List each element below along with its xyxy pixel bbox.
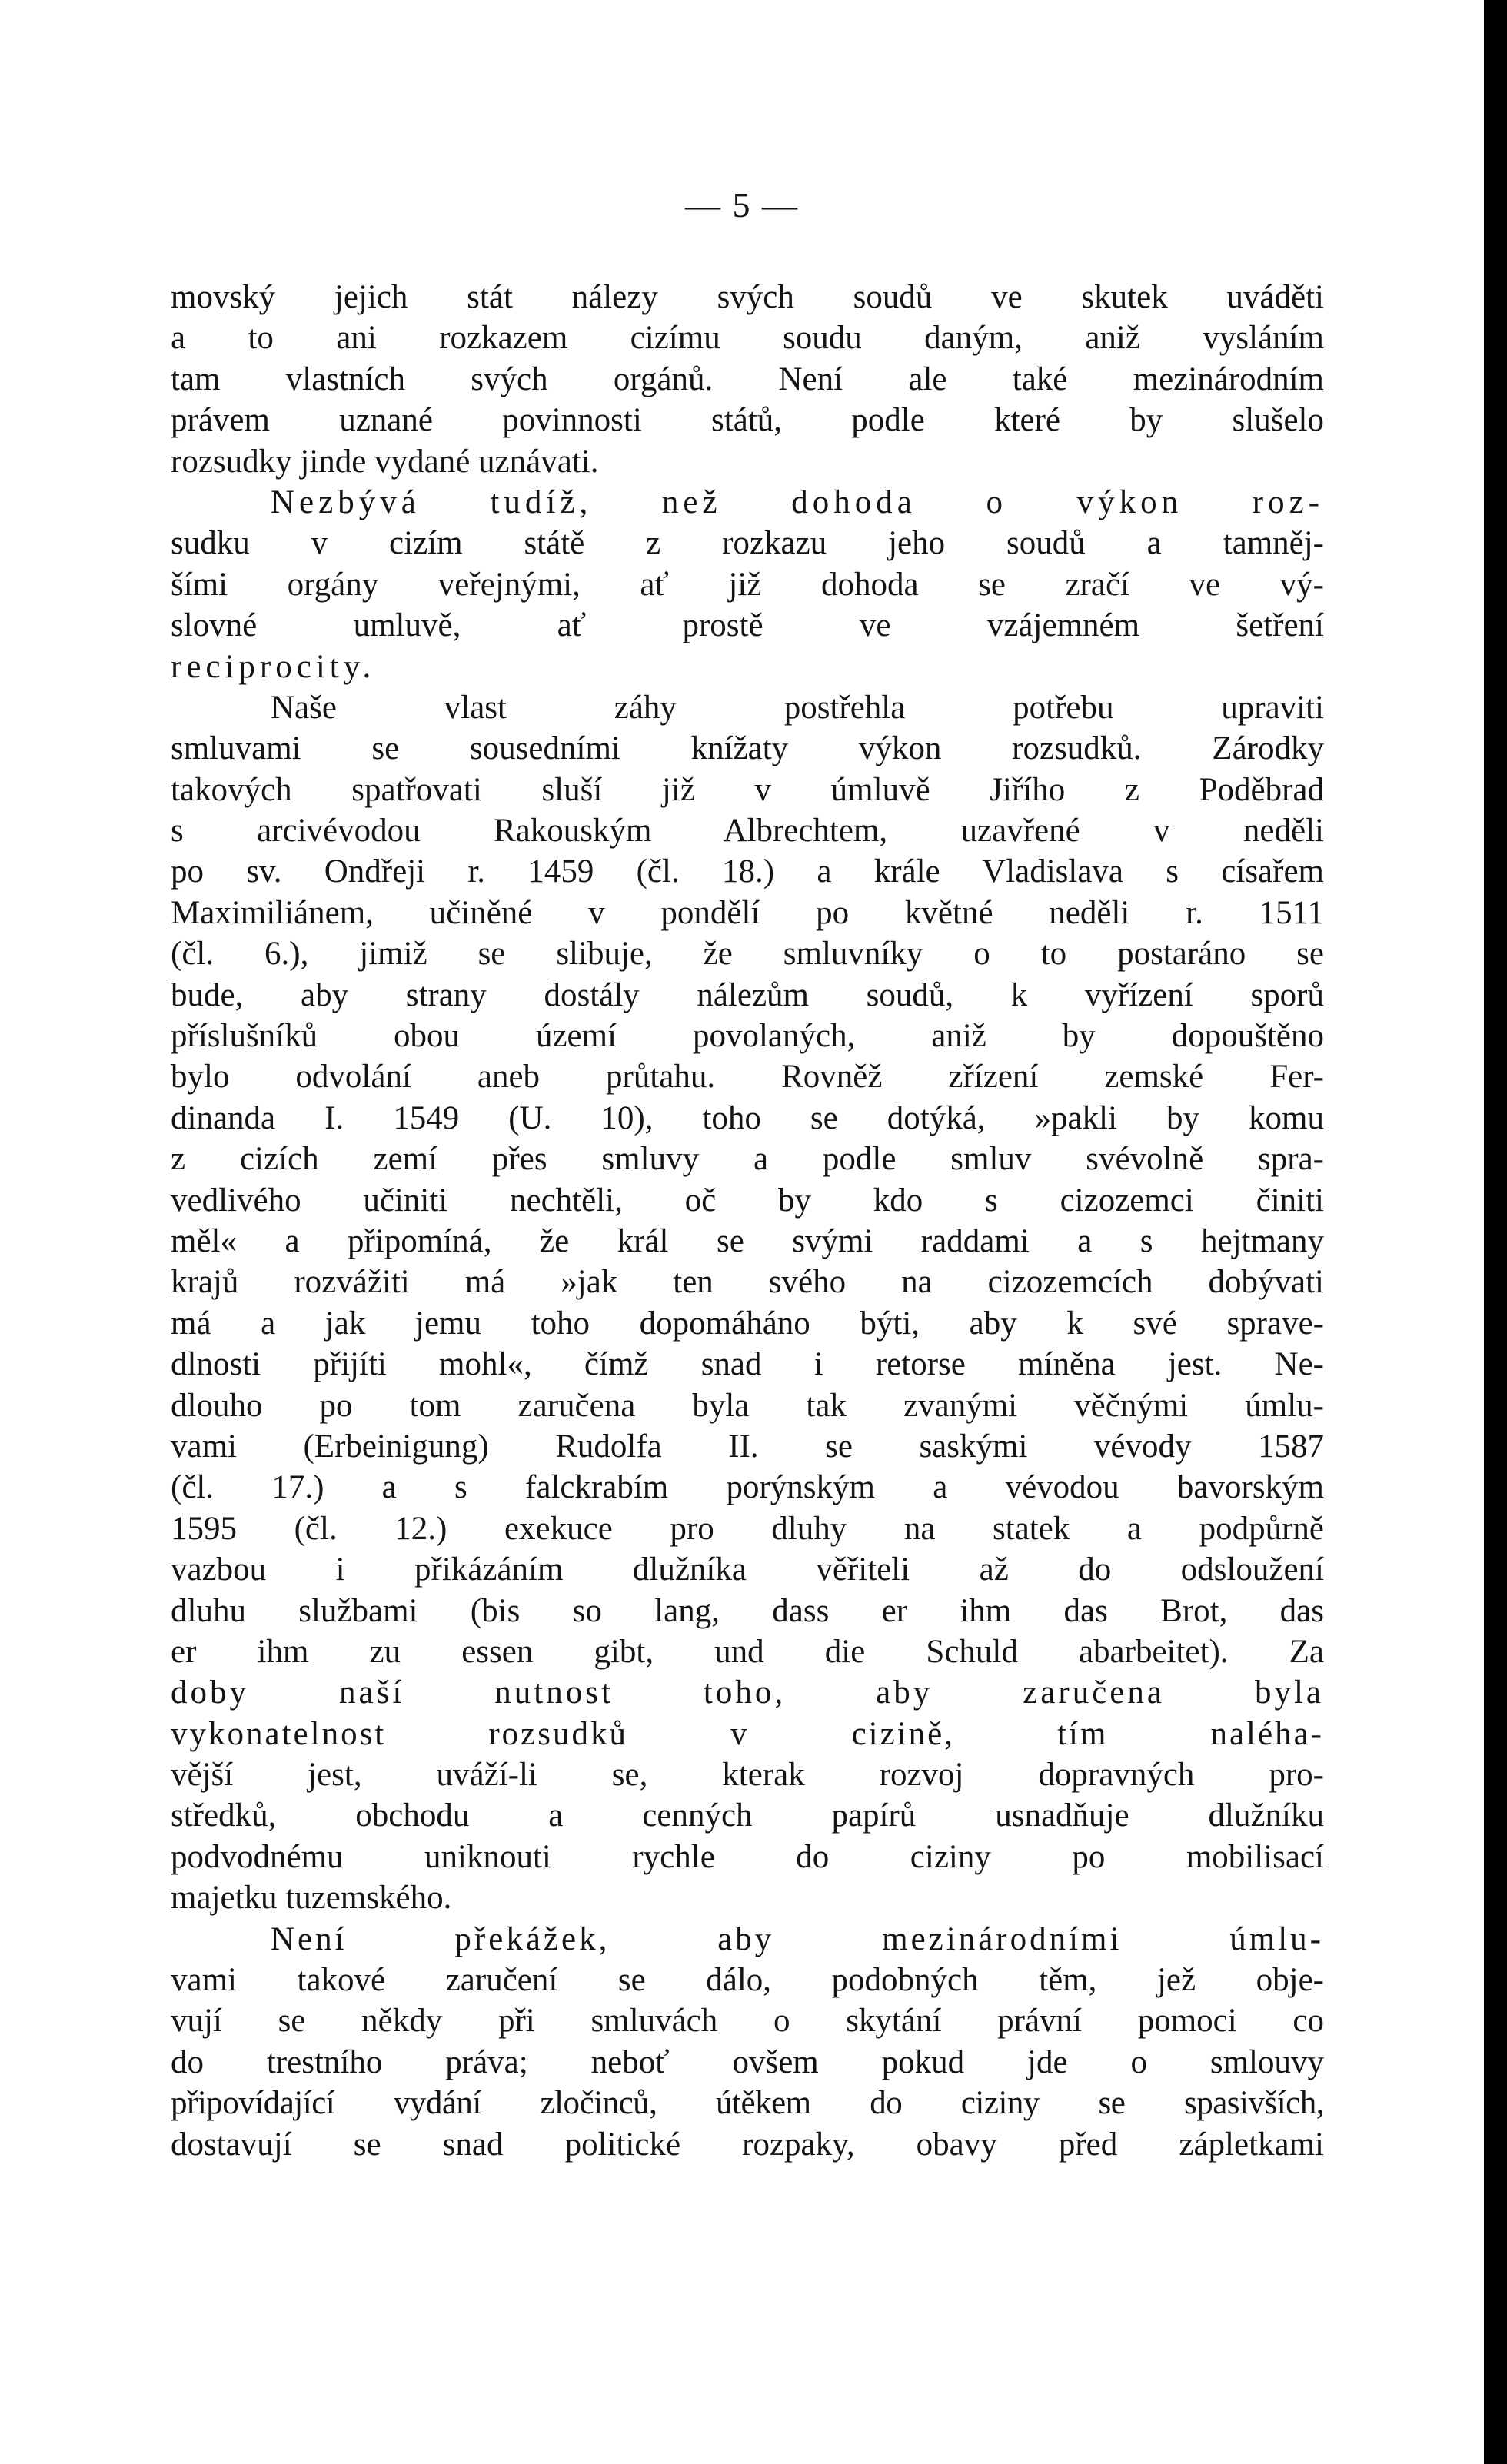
text-line: reciprocity. <box>171 648 376 685</box>
text-line: šími orgány veřejnými, ať již dohoda se zračí ve vý- <box>171 566 1324 603</box>
text-line: er ihm zu essen gibt, und die Schuld abarbeitet). Za <box>171 1633 1324 1670</box>
text-line: 1595 (čl. 12.) exekuce pro dluhy na statek a podpůrně <box>171 1510 1324 1547</box>
text-line: dlnosti přijíti mohl«, čímž snad i retorse míněna jest. Ne- <box>171 1346 1324 1383</box>
text-line: movský jejich stát nálezy svých soudů ve skutek uváděti <box>171 279 1324 315</box>
text-line: dinanda I. 1549 (U. 10), toho se dotýká, »pakli by komu <box>171 1099 1324 1136</box>
text-line: vykonatelnost rozsudků v cizině, tím naléha- <box>171 1715 1324 1752</box>
text-line: vami takové zaručení se dálo, podobných těm, jež obje- <box>171 1962 1324 1999</box>
text-line: příslušníků obou území povolaných, aniž by dopouštěno <box>171 1018 1324 1055</box>
text-line: dluhu službami (bis so lang, dass er ihm das Brot, das <box>171 1592 1324 1629</box>
text-line: vují se někdy při smluvách o skytání právní pomoci co <box>171 2003 1324 2040</box>
page-number: — 5 — <box>685 185 799 224</box>
text-line: rozsudky jinde vydané uznávati. <box>171 443 599 480</box>
text-line: vedlivého učiniti nechtěli, oč by kdo s cizozemci činiti <box>171 1182 1324 1219</box>
body-text <box>171 277 1324 2165</box>
scan-border <box>1484 0 1507 2464</box>
text-line: (čl. 17.) a s falckrabím porýnským a vévodou bavorským <box>171 1469 1324 1506</box>
text-line: dostavují se snad politické rozpaky, obavy před zápletkami <box>171 2126 1324 2163</box>
text-line: Maximiliánem, učiněné v pondělí po květné neděli r. 1511 <box>171 894 1324 931</box>
text-line: podvodnému uniknouti rychle do ciziny po mobilisací <box>171 1838 1324 1875</box>
text-line: Nezbývá tudíž, než dohoda o výkon roz- <box>271 484 1324 520</box>
text-line: tam vlastních svých orgánů. Není ale také mezinárodním <box>171 361 1324 397</box>
text-line: krajů rozvážiti má »jak ten svého na cizozemcích dobývati <box>171 1264 1324 1301</box>
text-line: vazbou i přikázáním dlužníka věřiteli až do odsloužení <box>171 1551 1324 1588</box>
text-line: a to ani rozkazem cizímu soudu daným, aniž vysláním <box>171 320 1324 357</box>
text-line: doby naší nutnost toho, aby zaručena byla <box>171 1674 1324 1711</box>
text-line: majetku tuzemského. <box>171 1880 452 1917</box>
text-line: sudku v cizím státě z rozkazu jeho soudů a tamněj- <box>171 525 1324 562</box>
text-line: má a jak jemu toho dopomáháno býti, aby k své sprave- <box>171 1305 1324 1342</box>
text-line: s arcivévodou Rakouským Albrechtem, uzavřené v neděli <box>171 813 1324 850</box>
text-line: Není překážek, aby mezinárodními úmlu- <box>271 1920 1324 1957</box>
text-line: do trestního práva; neboť ovšem pokud jde o smlouvy <box>171 2043 1324 2080</box>
text-line: právem uznané povinnosti států, podle které by slušelo <box>171 402 1324 439</box>
text-line: z cizích zemí přes smluvy a podle smluv svévolně spra- <box>171 1141 1324 1178</box>
text-line: vami (Erbeinigung) Rudolfa II. se saskými vévody 1587 <box>171 1428 1324 1465</box>
text-line: středků, obchodu a cenných papírů usnadňuje dlužníku <box>171 1797 1324 1834</box>
text-line: vější jest, uváží-li se, kterak rozvoj dopravných pro- <box>171 1757 1324 1794</box>
text-line: bylo odvolání aneb průtahu. Rovněž zřízení zemské Fer- <box>171 1059 1324 1096</box>
text-line: připovídající vydání zločinců, útěkem do ciziny se spasivších, <box>171 2085 1324 2122</box>
text-line: slovné umluvě, ať prostě ve vzájemném šetření <box>171 607 1324 644</box>
text-line: po sv. Ondřeji r. 1459 (čl. 18.) a krále Vladislava s císařem <box>171 853 1324 890</box>
text-line: bude, aby strany dostály nálezům soudů, k vyřízení sporů <box>171 976 1324 1013</box>
text-line: Naše vlast záhy postřehla potřebu upraviti <box>271 689 1324 726</box>
text-line: měl« a připomíná, že král se svými raddami a s hejtmany <box>171 1222 1324 1259</box>
text-line: takových spatřovati sluší již v úmluvě Jiřího z Poděbrad <box>171 771 1324 808</box>
text-line: smluvami se sousedními knížaty výkon rozsudků. Zárodky <box>171 730 1324 767</box>
text-line: (čl. 6.), jimiž se slibuje, že smluvníky o to postaráno se <box>171 936 1324 973</box>
text-line: dlouho po tom zaručena byla tak zvanými věčnými úmlu- <box>171 1387 1324 1424</box>
